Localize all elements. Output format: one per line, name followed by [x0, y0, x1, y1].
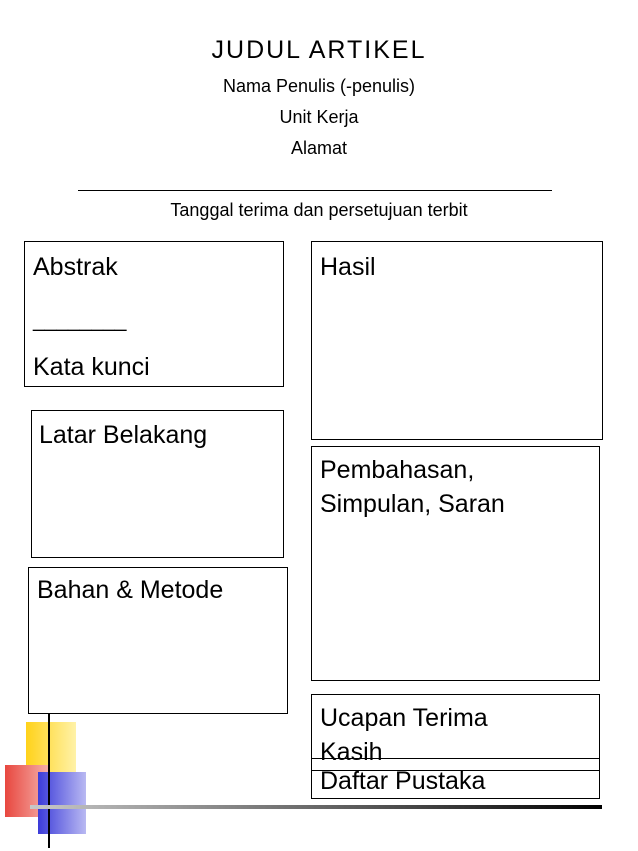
acknowledgement-label-line1: Ucapan Terima — [320, 704, 488, 732]
background-box — [31, 410, 284, 558]
discussion-label-line1: Pembahasan, — [320, 456, 475, 484]
bottom-divider — [30, 805, 602, 809]
results-label: Hasil — [320, 253, 376, 281]
discussion-box — [311, 446, 600, 681]
acknowledgement-divider — [311, 758, 600, 759]
work-unit: Unit Kerja — [279, 107, 359, 127]
header-divider — [78, 190, 552, 191]
results-box — [311, 241, 603, 440]
vertical-line — [48, 708, 50, 848]
abstract-label: Abstrak — [33, 253, 118, 281]
abstract-box — [24, 241, 284, 387]
author-names: Nama Penulis (-penulis) — [222, 76, 416, 96]
keywords-label: Kata kunci — [33, 353, 150, 381]
references-label: Daftar Pustaka — [320, 767, 486, 795]
address: Alamat — [290, 138, 348, 158]
abstract-rule: ________ — [33, 309, 127, 332]
methods-box — [28, 567, 288, 714]
blue-square — [38, 772, 86, 834]
corner-decoration — [0, 700, 100, 851]
methods-label: Bahan & Metode — [37, 576, 224, 604]
article-title: JUDUL ARTIKEL — [211, 36, 427, 64]
background-label: Latar Belakang — [39, 421, 208, 449]
acknowledgement-label-line2: Kasih — [320, 738, 383, 766]
discussion-label-line2: Simpulan, Saran — [320, 490, 505, 518]
received-date-note: Tanggal terima dan persetujuan terbit — [170, 200, 468, 220]
